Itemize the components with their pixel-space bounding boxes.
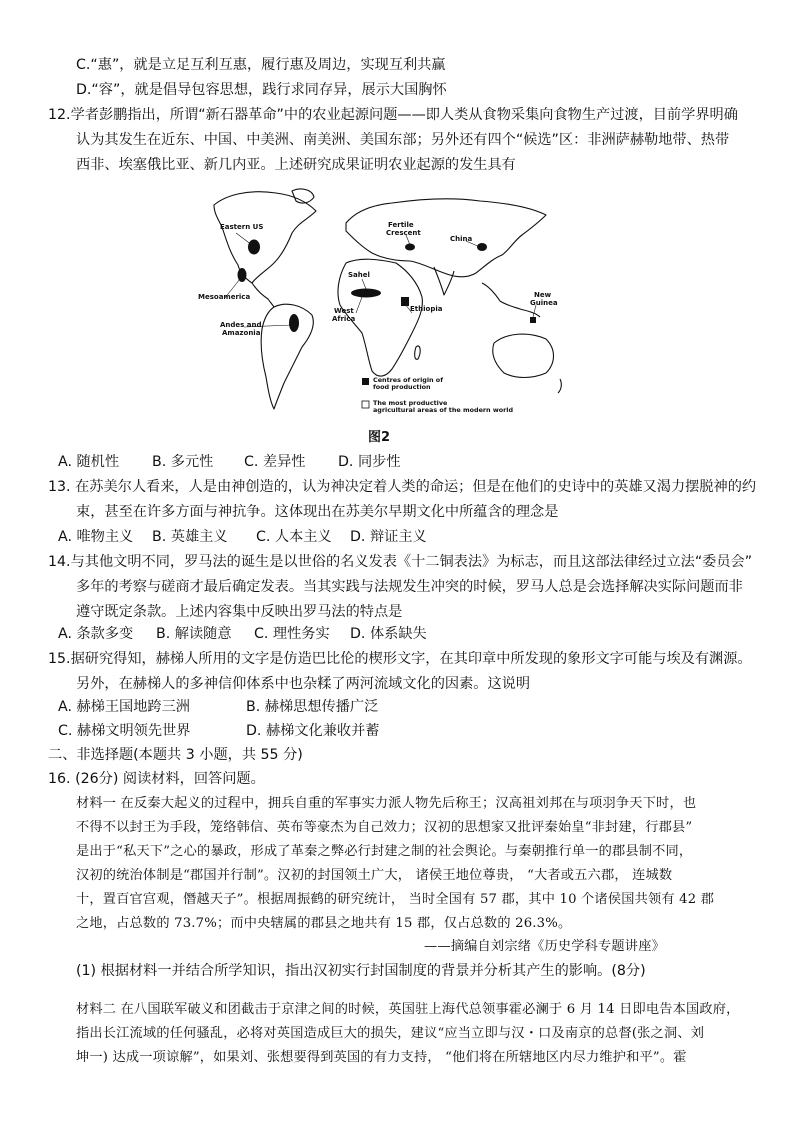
q14-stem-line2: 多年的考察与磋商才最后确定发表。当其实践与法规发生冲突的时候，罗马人总是会选择解决实际问题而非 bbox=[76, 579, 743, 595]
australia-outline bbox=[493, 334, 554, 377]
q16-material1-line2: 不得不以封王为手段，笼络韩信、英布等豪杰为自己效力；汉初的思想家又批评秦始皇“非封建，行郡县” bbox=[76, 820, 693, 835]
marker-china bbox=[477, 243, 487, 251]
q14-option-b: B. 解读随意 bbox=[156, 626, 232, 642]
new-zealand-outline bbox=[558, 379, 561, 393]
label-china: China bbox=[450, 235, 473, 243]
q11-option-d: D.“容”，就是倡导包容思想，践行求同存异，展示大国胸怀 bbox=[76, 82, 447, 98]
label-ethiopia: Ethiopia bbox=[410, 305, 443, 313]
label-crescent: Crescent bbox=[386, 229, 421, 237]
q16-material2-line2: 指出长江流域的任何骚乱，必将对英国造成巨大的损失，建议“应当立即与汉・口及南京的总督(张之洞、刘 bbox=[76, 1026, 705, 1041]
north-america-outline bbox=[214, 192, 316, 283]
q15-stem-line2: 另外，在赫梯人的多神信仰体系中也杂糅了两河流域文化的因素。这说明 bbox=[76, 676, 531, 692]
marker-mesoamerica bbox=[238, 268, 247, 282]
legend-item1-line1: Centres of origin of bbox=[373, 376, 443, 384]
world-map-figure bbox=[196, 183, 566, 433]
q15-option-b: B. 赫梯思想传播广泛 bbox=[246, 699, 379, 715]
madagascar-outline bbox=[415, 346, 420, 359]
south-america-outline bbox=[261, 304, 313, 409]
marker-new-guinea bbox=[530, 317, 536, 323]
india-outline bbox=[434, 267, 454, 295]
label-amazonia: Amazonia bbox=[222, 329, 261, 337]
q16-material1-line1: 材料一 在反秦大起义的过程中，拥兵自重的军事实力派人物先后称王；汉高祖刘邦在与项羽争天下时，也 bbox=[76, 796, 697, 811]
q12-stem-line1: 12.学者彭鹏指出，所谓“新石器革命”中的农业起源问题——即人类从食物采集向食物生产过渡，目前学界明确 bbox=[48, 107, 738, 123]
label-andes: Andes and bbox=[220, 321, 262, 329]
q14-stem-line3: 遵守既定条款。上述内容集中反映出罗马法的特点是 bbox=[76, 604, 403, 620]
q16-subquestion-1: (1) 根据材料一并结合所学知识，指出汉初实行封国制度的背景并分析其产生的影响。(8分) bbox=[76, 963, 646, 979]
central-america-outline bbox=[252, 283, 274, 307]
q13-stem-line1: 13. 在苏美尔人看来，人是由神创造的，认为神决定着人类的命运；但是在他们的史诗中的英雄又渴力摆脱神的约 bbox=[48, 479, 757, 495]
label-mesoamerica: Mesoamerica bbox=[198, 293, 251, 301]
q12-option-b: B. 多元性 bbox=[152, 454, 214, 470]
marker-eastern-us bbox=[248, 240, 260, 255]
marker-ethiopia bbox=[401, 297, 409, 306]
eurasia-outline bbox=[346, 199, 546, 277]
q14-option-c: C. 理性务实 bbox=[254, 626, 330, 642]
legend-swatch-filled bbox=[362, 378, 369, 385]
q14-option-a: A. 条款多变 bbox=[58, 626, 134, 642]
q16-material2-line1: 材料二 在八国联军破义和团截击于京津之间的时候，英国驻上海代总领事霍必澜于 6 月 14 日即电告本国政府， bbox=[76, 1002, 740, 1017]
q12-stem-line2: 认为其发生在近东、中国、中美洲、南美洲、美国东部；另外还有四个“候选”区：非洲萨赫勒地带、热带 bbox=[76, 132, 730, 148]
label-guinea: Guinea bbox=[530, 299, 558, 307]
q16-material1-line4: 汉初的统治体制是“郡国并行制”。汉初的封国领土广大， 诸侯王地位尊贵， “大者或五六郡， 连城数 bbox=[76, 868, 673, 883]
q14-stem-line1: 14.与其他文明不同，罗马法的诞生是以世俗的名义发表《十二铜表法》为标志，而且这部法律经过立法“委员会” bbox=[48, 554, 753, 570]
section-two-title: 二、非选择题(本题共 3 小题，共 55 分) bbox=[48, 747, 303, 763]
q12-option-c: C. 差异性 bbox=[244, 454, 306, 470]
q16-intro: 16. (26分) 阅读材料，回答问题。 bbox=[48, 771, 265, 787]
q14-option-d: D. 体系缺失 bbox=[350, 626, 427, 642]
q13-option-d: D. 辩证主义 bbox=[350, 529, 427, 545]
q15-stem-line1: 15.据研究得知，赫梯人所用的文字是仿造巴比伦的楔形文字，在其印章中所发现的象形文字可能与埃及有渊源。 bbox=[48, 651, 752, 667]
q16-material1-line6: 之地，占总数的 73.7%；而中央辖属的郡县之地共有 15 郡，仅占总数的 26.3%。 bbox=[76, 916, 572, 931]
legend-item2-line2: agricultural areas of the modern world bbox=[373, 406, 514, 414]
label-eastern-us: Eastern US bbox=[220, 223, 264, 231]
q12-option-d: D. 同步性 bbox=[338, 454, 401, 470]
legend-item1-line2: food production bbox=[373, 383, 431, 391]
marker-andes bbox=[289, 314, 299, 332]
legend-swatch-empty bbox=[362, 401, 369, 408]
q12-stem-line3: 西非、埃塞俄比亚、新几内亚。上述研究成果证明农业起源的发生具有 bbox=[76, 157, 516, 173]
label-fertile: Fertile bbox=[388, 221, 414, 229]
q16-material1-source: ——摘编自刘宗绪《历史学科专题讲座》 bbox=[424, 939, 665, 954]
q16-material2-line3: 坤一) 达成一项谅解”，如果刘、张想要得到英国的有力支持， “他们将在所辖地区内尽力维护和平”。霍 bbox=[76, 1050, 687, 1065]
q15-option-a: A. 赫梯王国地跨三洲 bbox=[58, 699, 190, 715]
label-sahel: Sahel bbox=[348, 271, 370, 279]
q12-option-a: A. 随机性 bbox=[58, 454, 120, 470]
label-africa: Africa bbox=[332, 315, 356, 323]
label-new: New bbox=[534, 291, 552, 299]
q16-material1-line3: 是出于“私天下”之心的暴政，形成了革秦之弊必行封建之制的社会舆论。与秦朝推行单一的郡县制不同， bbox=[76, 844, 693, 859]
q15-option-c: C. 赫梯文明领先世界 bbox=[58, 723, 191, 739]
label-west: West bbox=[334, 307, 354, 315]
q16-material1-line5: 十，置百官宫观，僭越天子”。根据周振鹤的研究统计， 当时全国有 57 郡，其中 10 个诸侯国共领有 42 郡 bbox=[76, 892, 715, 907]
marker-sahel bbox=[351, 289, 381, 298]
figure-caption: 图2 bbox=[368, 430, 391, 445]
q11-option-c: C.“惠”，就是立足互利互惠，履行惠及周边，实现互利共赢 bbox=[76, 57, 446, 73]
legend-item2-line1: The most productive bbox=[373, 399, 448, 407]
q13-option-b: B. 英雄主义 bbox=[152, 529, 228, 545]
map-legend bbox=[362, 376, 513, 414]
q13-option-a: A. 唯物主义 bbox=[58, 529, 134, 545]
q13-option-c: C. 人本主义 bbox=[256, 529, 332, 545]
q13-stem-line2: 束，甚至在许多方面与神抗争。这体现出在苏美尔早期文化中所蕴含的理念是 bbox=[76, 504, 559, 520]
q15-option-d: D. 赫梯文化兼收并蓄 bbox=[246, 723, 380, 739]
